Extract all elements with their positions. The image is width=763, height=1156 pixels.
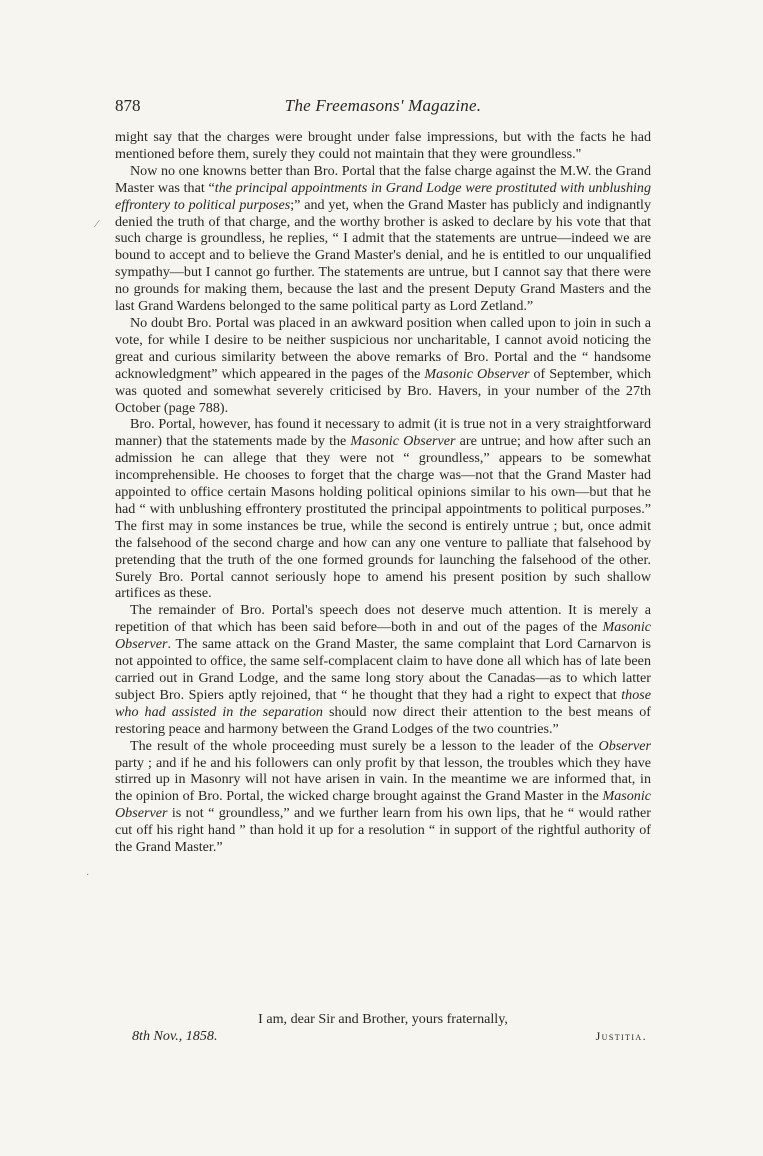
paragraph-text: Bro. Portal, however, has found it necessary to admit (it is true not in a very straightforward manner) that the statements made by the — [115, 416, 651, 450]
running-title: The Freemasons' Magazine. — [284, 96, 482, 115]
paragraph-text: The remainder of Bro. Portal's speech does not deserve much attention. It is merely a repetition of that which has been said before—both in and out of the pages of the — [115, 602, 651, 636]
page-header — [115, 96, 651, 122]
italic-text: those who had assisted in the separation — [115, 686, 651, 720]
paragraph-text: might say that the charges were brought under false impressions, but with the facts he had mentioned before them, surely they could not maintain that they were groundless." — [115, 129, 651, 162]
paragraph-text: is not “ groundless,” and we further learn from his own lips, that he “ would rather cut off his right hand ” than hold it up for a resolution “ in support of the rightful authority of the Grand Master.” — [115, 805, 651, 856]
margin-mark: · — [86, 870, 90, 881]
page-number: 878 — [115, 96, 141, 115]
paragraph — [115, 315, 651, 416]
paragraph-text: No doubt Bro. Portal was placed in an awkward position when called upon to join in such a vote, for while I desire to be neither suspicious nor uncharitable, I cannot avoid noticing the great and curious similarity between the above remarks of Bro. Portal and the “ handsome acknowledgment” which appeared in the pages of the — [115, 314, 651, 382]
italic-text: Masonic Observer — [424, 365, 530, 382]
italic-text: Masonic Observer — [115, 788, 651, 822]
paragraph — [115, 129, 651, 163]
article-body — [115, 129, 651, 856]
paragraph-text: Now no one knowns better than Bro. Portal that the false charge against the M.W. the Grand Master was that “ — [115, 162, 651, 196]
paragraph-text: . The same attack on the Grand Master, the same complaint that Lord Carnarvon is not appointed to office, the same self-complacent claim to have done all which has of late been carried out in Grand Lodge, and the same long story about the Canadas—as to which latter subject Bro. Spiers aptly rejoined, that “ he thought that they had a right to expect that — [115, 636, 651, 703]
paragraph — [115, 738, 651, 856]
paragraph — [115, 163, 651, 315]
date-text: 8th Nov., 1858. — [132, 1028, 218, 1044]
paragraph-text: The result of the whole proceeding must surely be a lesson to the leader of the — [130, 737, 599, 754]
closing-line: I am, dear Sir and Brother, yours fraternally, — [258, 1011, 508, 1027]
italic-text: the principal appointments in Grand Lodge were prostituted with unblushing effrontery to political purposes — [115, 179, 652, 213]
signature: Justitia. — [595, 1029, 647, 1043]
paragraph-text: ;” and yet, when the Grand Master has publicly and indignantly denied the truth of that charge, and the worthy brother is asked to declare by his vote that that such charge is groundless, he replies, “ I admit that the statements are untrue—indeed we are bound to accept and to believe the Grand Master's denial, and he is entitled to our unqualified sympathy—but I cannot go further. The statements are untrue, but I cannot say that there were no grounds for making them, because the last and the present Deputy Grand Masters and the last Grand Wardens belonged to the same political party as Lord Zetland.” — [115, 196, 651, 315]
italic-text: Observer — [598, 737, 651, 754]
paragraph-text: of September, which was quoted and somewhat severely criticised by Bro. Havers, in your number of the 27th October (page 788). — [115, 365, 651, 416]
paragraph-text: are untrue; and how after such an admission he can allege that they were not “ groundless,” appears to be somewhat incomprehensible. He chooses to forget that the charge was—not that the Grand Master had appointed to office certain Masons holding political opinions similar to his own—but that he had “ with unblushing effrontery prostituted the principal appointments to political purposes.” The first may in some instances be true, while the second is entirely untrue ; but, once admit the falsehood of the second charge and how can any one venture to palliate that falsehood by pretending that the truth of the one formed grounds for launching the falsehood of the other. Surely Bro. Portal cannot seriously hope to amend his present position by such shallow artifices as these. — [115, 433, 651, 602]
paragraph-text: party ; and if he and his followers can only profit by that lesson, the troubles which they have stirred up in Masonry will not have arisen in vain. In the meantime we are informed that, in the opinion of Bro. Portal, the wicked charge brought against the Grand Master in the — [115, 754, 651, 805]
italic-text: Masonic Observer — [350, 433, 456, 450]
italic-text: Masonic Observer — [115, 619, 651, 653]
paragraph-text: should now direct their attention to the best means of restoring peace and harmony between the Grand Lodges of the two countries.” — [115, 703, 651, 737]
letter-date — [132, 1028, 217, 1045]
paragraph — [115, 416, 651, 602]
margin-mark: ⁄ — [96, 218, 98, 230]
paragraph — [115, 602, 651, 737]
